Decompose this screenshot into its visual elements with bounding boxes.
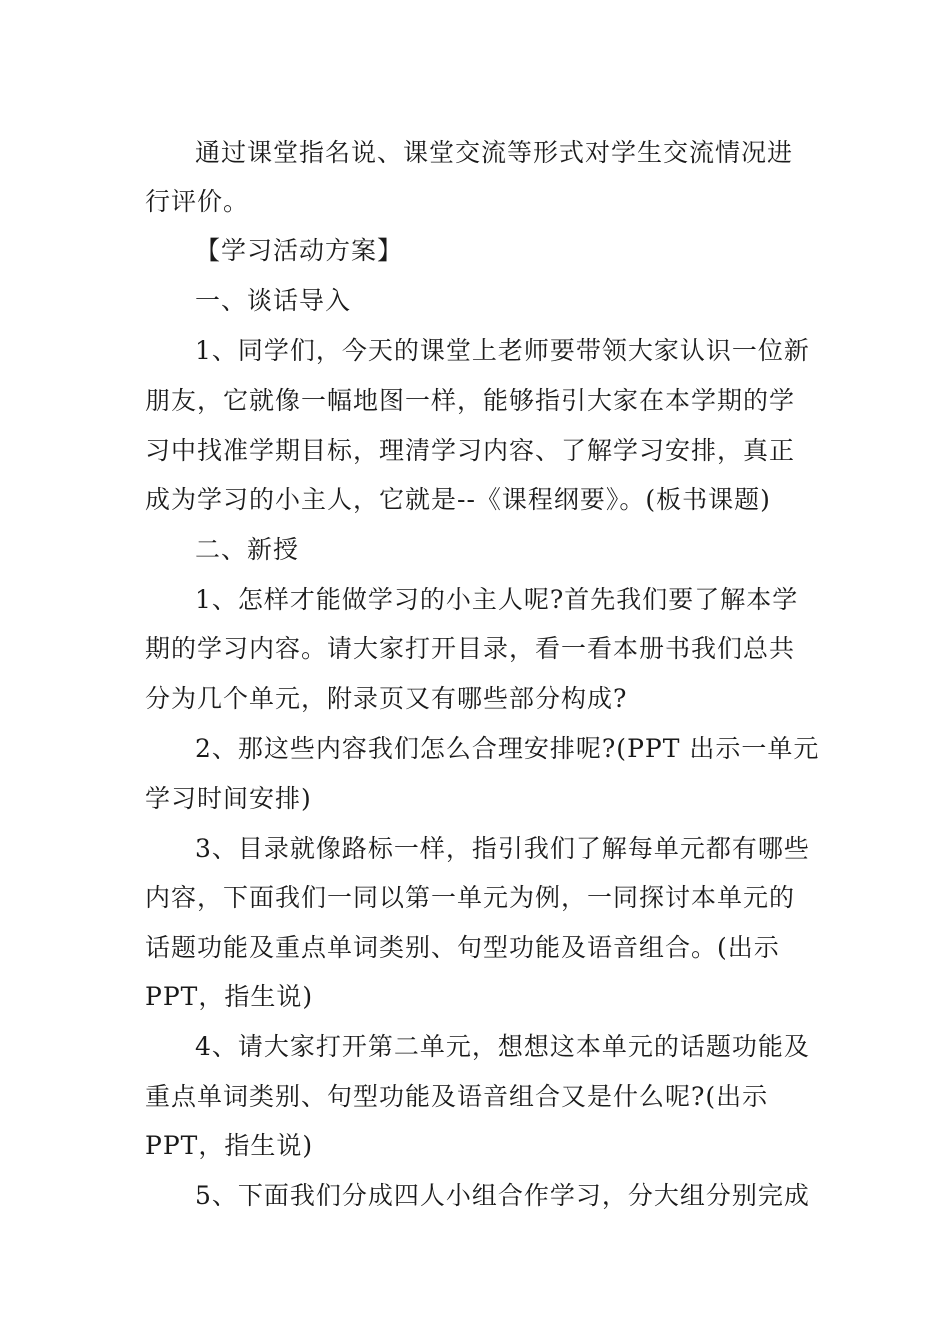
paragraph-line: 重点单词类别、句型功能及语音组合又是什么呢?(出示 [145,1082,769,1111]
paragraph-line: 2、那这些内容我们怎么合理安排呢?(PPT 出示一单元 [195,734,820,763]
paragraph-line: 3、目录就像路标一样，指引我们了解每单元都有哪些 [195,834,810,863]
paragraph-line: PPT，指生说) [145,1131,314,1160]
paragraph-line: 分为几个单元，附录页又有哪些部分构成? [145,684,628,713]
paragraph-line: 习中找准学期目标，理清学习内容、了解学习安排，真正 [145,436,796,465]
paragraph-line: 期的学习内容。请大家打开目录，看一看本册书我们总共 [145,634,796,663]
paragraph-line: 5、下面我们分成四人小组合作学习，分大组分别完成 [195,1181,810,1210]
paragraph-line: PPT，指生说) [145,982,314,1011]
paragraph-line: 内容，下面我们一同以第一单元为例，一同探讨本单元的 [145,883,796,912]
section-heading: 【学习活动方案】 [195,236,404,265]
paragraph-line: 4、请大家打开第二单元，想想这本单元的话题功能及 [195,1032,810,1061]
paragraph-line: 学习时间安排) [145,784,312,813]
section-heading: 二、新授 [195,535,300,564]
paragraph-line: 行评价。 [145,187,250,216]
paragraph-line: 话题功能及重点单词类别、句型功能及语音组合。(出示 [145,933,780,962]
paragraph-line: 1、同学们，今天的课堂上老师要带领大家认识一位新 [195,336,810,365]
paragraph-line: 朋友，它就像一幅地图一样，能够指引大家在本学期的学 [145,386,796,415]
paragraph-line: 1、怎样才能做学习的小主人呢?首先我们要了解本学 [195,585,799,614]
paragraph-line: 成为学习的小主人，它就是--《课程纲要》。(板书课题) [145,485,771,514]
section-heading: 一、谈话导入 [195,286,352,315]
paragraph-line: 通过课堂指名说、课堂交流等形式对学生交流情况进 [195,138,794,167]
